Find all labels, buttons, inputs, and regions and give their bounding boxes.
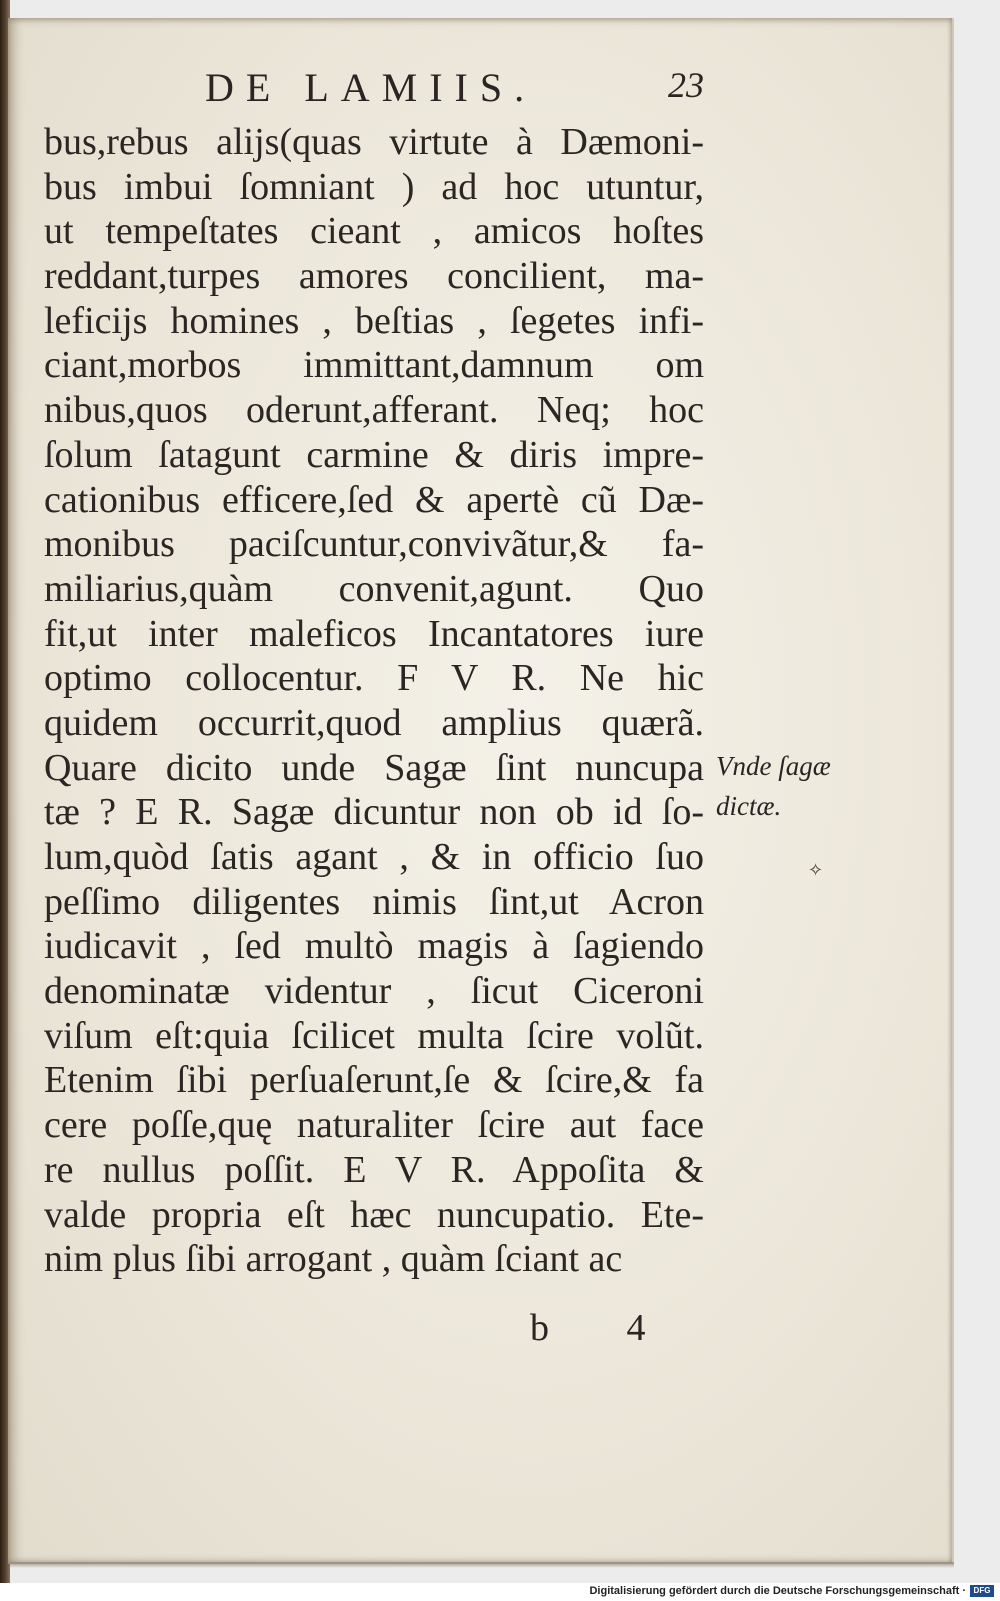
- text-line: monibus paciſcuntur,convivãtur,& fa-: [44, 523, 704, 566]
- body-text: [44, 120, 704, 1282]
- text-line: miliarius,quàm convenit,agunt. Quo: [44, 567, 704, 610]
- dfg-logo-icon: DFG: [970, 1585, 994, 1597]
- text-line: iudicavit , ſed multò magis à ſagiendo: [44, 925, 704, 968]
- marginal-note-line: dictæ.: [716, 791, 782, 821]
- marginal-note-line: Vnde ſagæ: [716, 751, 831, 781]
- text-line: nibus,quos oderunt,afferant. Neq; hoc: [44, 389, 704, 432]
- text-line: tæ ? E R. Sagæ dicuntur non ob id ſo-: [44, 791, 704, 834]
- text-line: bus,rebus alijs(quas virtute à Dæmoni-: [44, 121, 704, 163]
- text-line: lum,quòd ſatis agant , & in officio ſuo: [44, 836, 704, 878]
- text-line: bus imbui ſomniant ) ad hoc utuntur,: [44, 165, 704, 208]
- text-line: quidem occurrit,quod amplius quærã.: [44, 701, 704, 744]
- text-line: leficijs homines , beſtias , ſegetes infi-: [44, 299, 704, 342]
- marginal-mark-icon: ✧: [808, 860, 824, 881]
- footer-credit: Digitalisierung gefördert durch die Deutsche Forschungsgemeinschaft ·: [589, 1585, 966, 1597]
- text-line: nim plus ſibi arrogant , quàm ſciant ac: [44, 1238, 623, 1281]
- text-line: re nullus poſſit. E V R. Appoſita &: [44, 1148, 704, 1191]
- text-line: cere poſſe,quę naturaliter ſcire aut face: [44, 1104, 704, 1147]
- text-line: valde propria eſt hæc nuncupatio. Ete-: [44, 1193, 704, 1236]
- marginal-note: [716, 746, 866, 826]
- page-number: 23: [668, 65, 704, 105]
- text-line: Quare dicito unde Sagæ ſint nuncupa: [44, 746, 704, 789]
- text-line: ut tempeſtates cieant , amicos hoſtes: [44, 210, 704, 253]
- text-line: reddant,turpes amores concilient, ma-: [44, 255, 704, 298]
- text-line: fit,ut inter maleficos Incantatores iure: [44, 612, 704, 655]
- text-line: optimo collocentur. F V R. Ne hic: [44, 657, 704, 700]
- running-title: DE LAMIIS.: [205, 65, 537, 110]
- text-line: Etenim ſibi perſuaſerunt,ſe & ſcire,& fa: [44, 1059, 704, 1102]
- signature-mark: b 4: [530, 1307, 680, 1349]
- text-line: viſum eſt:quia ſcilicet multa ſcire volũt.: [44, 1014, 704, 1057]
- page-edge: [952, 18, 954, 1564]
- page-bottom-shadow: [10, 1562, 954, 1568]
- text-line: cationibus efficere,ſed & apertè cũ Dæ-: [44, 478, 704, 521]
- text-line: ſolum ſatagunt carmine & diris impre-: [44, 433, 704, 476]
- text-line: ciant,morbos immittant,damnum om: [44, 344, 704, 387]
- text-line: denominatæ videntur , ſicut Ciceroni: [44, 970, 704, 1013]
- text-line: peſſimo diligentes nimis ſint,ut Acron: [44, 880, 704, 923]
